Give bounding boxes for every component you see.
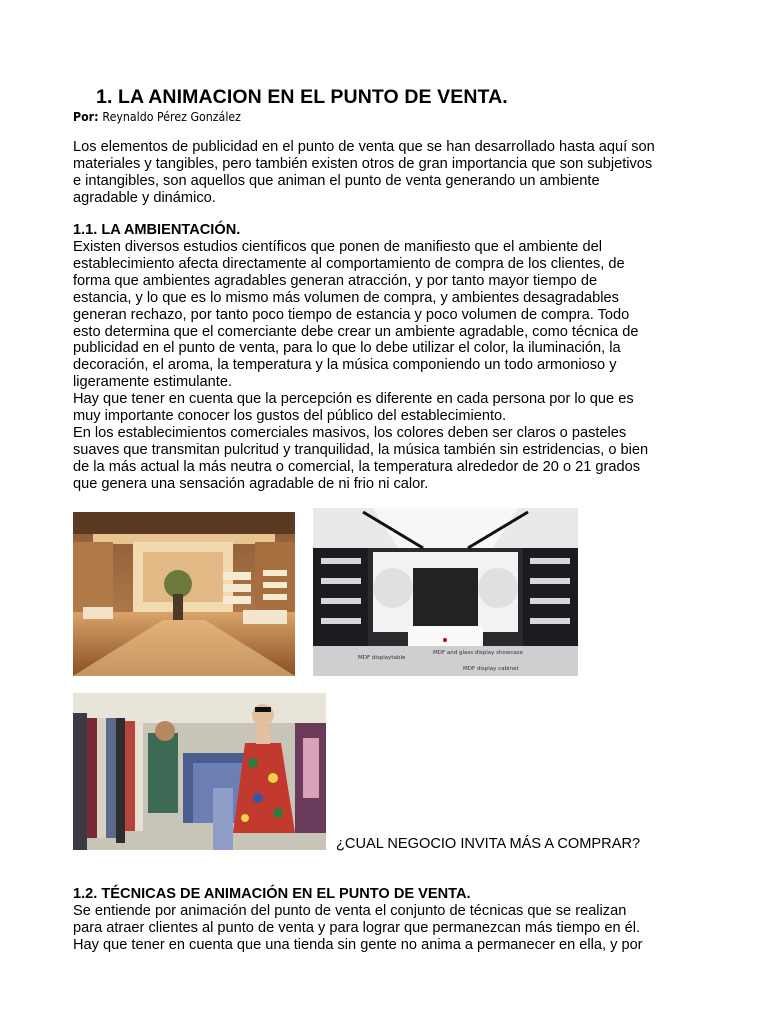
section-paragraph-ambientacion [73, 239, 648, 493]
text-line: Hay que tener en cuenta que la percepción es diferente en cada persona por lo que es [73, 391, 634, 408]
text-line: esto determina que el comerciante debe crear un ambiente agradable, como técnica de [73, 323, 639, 340]
question-text: ¿CUAL NEGOCIO INVITA MÁS A COMPRAR? [336, 836, 641, 852]
intro-paragraph [73, 139, 655, 207]
text-line: que genera una sensación agradable de ni frio ni calor. [73, 475, 429, 492]
text-line: Existen diversos estudios científicos que ponen de manifiesto que el ambiente del [73, 239, 602, 255]
render-label-cabinet: MDF display cabinet [463, 666, 519, 672]
text-line: publicidad en el punto de venta, para lo que lo debe utilizar el color, la iluminación, la [73, 340, 621, 357]
text-line: ligeramente estimulante. [73, 374, 232, 391]
text-line: estancia, y lo que es lo mismo más volumen de compra, y ambientes desagradables [73, 289, 619, 306]
store-interior-photo [73, 512, 295, 676]
text-line: decoración, el aroma, la temperatura y la música componiendo un todo armonioso y [73, 357, 617, 374]
text-line: e intangibles, son aquellos que animan el punto de venta generando un ambiente [73, 172, 600, 189]
text-line: Se entiende por animación del punto de venta el conjunto de técnicas que se realizan [73, 903, 627, 919]
author-label: Por: [73, 110, 99, 124]
text-line: Los elementos de publicidad en el punto de venta que se han desarrollado hasta aquí son [73, 139, 655, 155]
author-line [73, 110, 241, 124]
store-display-render [313, 508, 578, 676]
clothing-store-illustration [73, 693, 326, 850]
text-line: de la más actual la más neutra o comercial, la temperatura alrededor de 20 o 21 grados [73, 458, 641, 475]
store-render-illustration [313, 508, 578, 676]
store-interior-illustration [73, 512, 295, 676]
render-label-displaytable: MDF displaytable [358, 655, 406, 661]
text-line: establecimiento afecta directamente al comportamiento de compra de los clientes, de [73, 255, 625, 272]
text-line: agradable y dinámico. [73, 189, 216, 206]
text-line: para atraer clientes al punto de venta y para lograr que permanezcan más tiempo en él. [73, 919, 641, 936]
text-line: suaves que transmitan pulcritud y tranquilidad, la música también sin estridencias, o bien [73, 441, 649, 458]
text-line: materiales y tangibles, pero también existen otros de gran importancia que son subjetivos [73, 155, 653, 172]
render-label-showcase: MDF and glass display showcase [433, 650, 523, 656]
text-line: Hay que tener en cuenta que una tienda sin gente no anima a permanecer en ella, y por [73, 936, 643, 953]
text-line: generan rechazo, por tanto poco tiempo de estancia y poco volumen de compra. Todo [73, 306, 630, 323]
section-heading-ambientacion: 1.1. LA AMBIENTACIÓN. [73, 222, 241, 238]
section-paragraph-tecnicas [73, 903, 643, 954]
text-line: En los establecimientos comerciales masivos, los colores deben ser claros o pasteles [73, 424, 627, 441]
text-line: muy importante conocer los gustos del público del establecimiento. [73, 408, 507, 425]
author-name: Reynaldo Pérez González [102, 110, 241, 124]
document-title: 1. LA ANIMACION EN EL PUNTO DE VENTA. [96, 86, 508, 108]
clothing-store-photo [73, 693, 326, 850]
section-heading-tecnicas: 1.2. TÉCNICAS DE ANIMACIÓN EN EL PUNTO DE VENTA. [73, 886, 471, 902]
text-line: forma que ambientes agradables generan atracción, y por tanto mayor tiempo de [73, 272, 598, 289]
